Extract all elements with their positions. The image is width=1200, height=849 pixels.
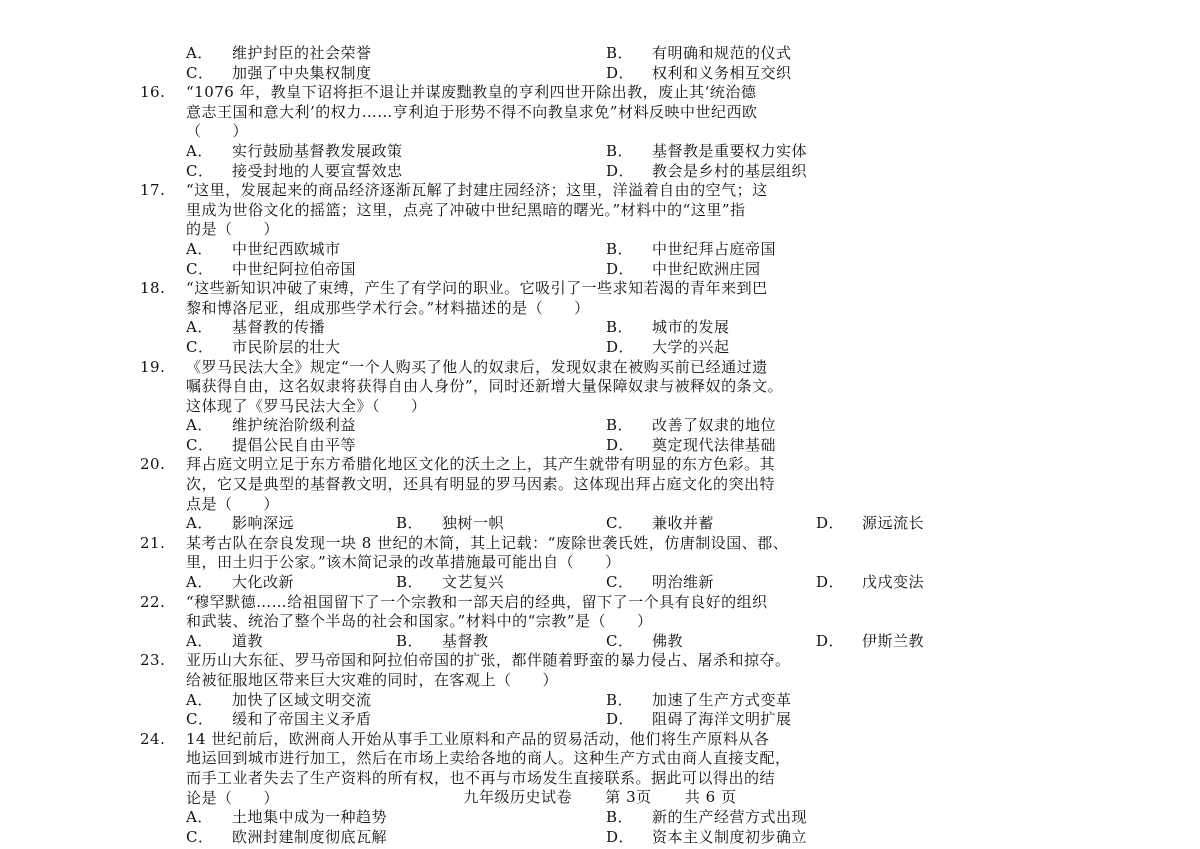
option-c: C． 欧洲封建制度彻底瓦解: [186, 827, 388, 846]
question-number: 21.: [140, 533, 166, 552]
option-d: D． 伊斯兰教: [816, 631, 925, 650]
option-row: [140, 710, 1080, 730]
page-footer: [0, 786, 1200, 807]
option-d: D． 教会是乡村的基层组织: [606, 161, 808, 180]
option-row: [140, 632, 1080, 652]
question-stem-continued: 意志王国和意大利’的权力……亨利迫于形势不得不向教皇求免”材料反映中世纪西欧: [186, 102, 758, 121]
option-c: C． 佛教: [606, 631, 684, 650]
option-a: A． 实行鼓励基督教发展政策: [186, 141, 403, 160]
question-stem-continued: 嘱获得自由，这名奴隶将获得自由人身份”，同时还新增大量保障奴隶与被释奴的条文。: [186, 377, 784, 396]
question-number: 16.: [140, 83, 166, 102]
option-row: [140, 436, 1080, 456]
question-stem: 某考古队在奈良发现一块 8 世纪的木简，其上记载：“废除世袭氏姓，仿唐制设国、郡、: [186, 533, 789, 552]
question-18: [140, 279, 1080, 299]
question-stem-continued: 点是（ ）: [186, 494, 280, 513]
question-number: 17.: [140, 181, 166, 200]
option-row: [140, 416, 1080, 436]
option-row: [140, 260, 1080, 280]
question-20: [140, 455, 1080, 475]
option-row: [140, 338, 1080, 358]
option-row: [140, 240, 1080, 260]
option-c: C． 市民阶层的壮大: [186, 337, 341, 356]
option-a: A． 大化改新: [186, 573, 295, 592]
page-number: 第 3页: [605, 788, 652, 806]
question-stem-continued: 和武装、统治了整个半岛的社会和国家。”材料中的“宗教”是（ ）: [186, 612, 653, 631]
option-a: A． 中世纪西欧城市: [186, 239, 341, 258]
option-row: [140, 573, 1080, 593]
option-b: B． 城市的发展: [606, 318, 730, 337]
option-row: [140, 318, 1080, 338]
question-stem: 14 世纪前后，欧洲商人开始从事手工业原料和产品的贸易活动，他们将生产原料从各: [186, 729, 770, 748]
option-c: C． 中世纪阿拉伯帝国: [186, 259, 357, 278]
question-stem: 亚历山大东征、罗马帝国和阿拉伯帝国的扩张，都伴随着野蛮的暴力侵占、屠杀和掠夺。: [186, 651, 791, 670]
option-b: B． 有明确和规范的仪式: [606, 44, 792, 62]
option-a: A． 道教: [186, 631, 264, 650]
option-c: C． 缓和了帝国主义矛盾: [186, 710, 372, 729]
question-16: [140, 83, 1080, 103]
page-total: 共 6 页: [684, 788, 737, 806]
option-b: B． 加速了生产方式变革: [606, 690, 792, 709]
question-stem-continued: 而手工业者失去了生产资料的所有权，也不再与市场发生直接联系。据此可以得出的结: [186, 768, 776, 787]
question-stem-continued: 地运回到城市进行加工，然后在市场上卖给各地的商人。这种生产方式由商人直接支配，: [186, 749, 791, 768]
option-d: D． 奠定现代法律基础: [606, 435, 777, 454]
option-d: D． 大学的兴起: [606, 337, 730, 356]
option-b: B． 改善了奴隶的地位: [606, 416, 777, 435]
option-row: [140, 162, 1080, 182]
option-a: A． 基督教的传播: [186, 318, 326, 337]
question-stem: “这些新知识冲破了束缚，产生了有学问的职业。它吸引了一些求知若渴的青年来到巴: [186, 279, 768, 298]
option-c: C． 明治维新: [606, 573, 715, 592]
option-row: [140, 514, 1080, 534]
question-stem-continued: 论是（ ）: [186, 788, 280, 807]
question-17: [140, 181, 1080, 201]
question-stem-continued: 的是（ ）: [186, 220, 280, 239]
option-b: B． 独树一帜: [396, 514, 505, 533]
option-d: D． 权利和义务相互交织: [606, 63, 792, 82]
option-row: [140, 64, 1080, 84]
question-number: 18.: [140, 279, 166, 298]
question-number: 23.: [140, 651, 166, 670]
option-a: A． 土地集中成为一种趋势: [186, 808, 388, 827]
question-21: [140, 534, 1080, 554]
question-stem: 拜占庭文明立足于东方希腊化地区文化的沃土之上，其产生就带有明显的东方色彩。其: [186, 455, 776, 474]
question-number: 19.: [140, 357, 166, 376]
question-stem: 《罗马民法大全》规定“一个人购买了他人的奴隶后，发现奴隶在被购买前已经通过遗: [186, 357, 768, 376]
option-c: C． 加强了中央集权制度: [186, 63, 372, 82]
answer-blank: （ ）: [186, 122, 249, 141]
question-stem-continued: 里，田土归于公家。”该木简记录的改革措施最可能出自（ ）: [186, 553, 621, 572]
question-stem: “1076 年，教皇下诏将拒不退让并谋废黜教皇的亨利四世开除出教，废止其‘统治德: [186, 83, 757, 102]
question-stem: “这里，发展起来的商品经济逐渐瓦解了封建庄园经济；这里，洋溢着自由的空气；这: [186, 181, 768, 200]
question-22: [140, 593, 1080, 613]
option-d: D． 戊戌变法: [816, 573, 925, 592]
exam-page: [140, 44, 1080, 847]
question-stem: “穆罕默德……给祖国留下了一个宗教和一部天启的经典，留下了一个具有良好的组织: [186, 592, 768, 611]
option-a: A． 加快了区域文明交流: [186, 690, 372, 709]
option-c: C． 接受封地的人要宣誓效忠: [186, 161, 403, 180]
question-number: 22.: [140, 592, 166, 611]
question-number: 24.: [140, 729, 166, 748]
question-24: [140, 730, 1080, 750]
question-number: 20.: [140, 455, 166, 474]
option-row: [140, 828, 1080, 848]
option-a: A． 影响深远: [186, 514, 295, 533]
option-d: D． 源远流长: [816, 514, 925, 533]
option-c: C． 提倡公民自由平等: [186, 435, 357, 454]
question-23: [140, 651, 1080, 671]
option-b: B． 文艺复兴: [396, 573, 505, 592]
option-b: B． 基督教: [396, 631, 489, 650]
question-stem-continued: 次，它又是典型的基督教文明，还具有明显的罗马因素。这体现出拜占庭文化的突出特: [186, 475, 776, 494]
option-row: [140, 44, 1080, 64]
question-stem-continued: 这体现了《罗马民法大全》（ ）: [186, 396, 427, 415]
option-c: C． 兼收并蓄: [606, 514, 715, 533]
exam-title: 九年级历史试卷: [463, 788, 573, 806]
question-19: [140, 358, 1080, 378]
option-row: [140, 808, 1080, 828]
question-stem-continued: 黎和博洛尼亚，组成那些学术行会。”材料描述的是（ ）: [186, 298, 590, 317]
question-stem-continued: 给被征服地区带来巨大灾难的同时，在客观上（ ）: [186, 671, 559, 689]
option-row: [140, 142, 1080, 162]
option-a: A． 维护统治阶级利益: [186, 416, 357, 435]
option-b: B． 新的生产经营方式出现: [606, 808, 808, 827]
option-row: [140, 691, 1080, 711]
option-d: D． 资本主义制度初步确立: [606, 827, 808, 846]
question-stem-continued: 里成为世俗文化的摇篮；这里，点亮了冲破中世纪黑暗的曙光。”材料中的“这里”指: [186, 200, 746, 219]
option-d: D． 中世纪欧洲庄园: [606, 259, 761, 278]
option-b: B． 基督教是重要权力实体: [606, 141, 808, 160]
option-b: B． 中世纪拜占庭帝国: [606, 239, 777, 258]
option-d: D． 阻碍了海洋文明扩展: [606, 710, 792, 729]
option-a: A． 维护封臣的社会荣誉: [186, 44, 372, 62]
